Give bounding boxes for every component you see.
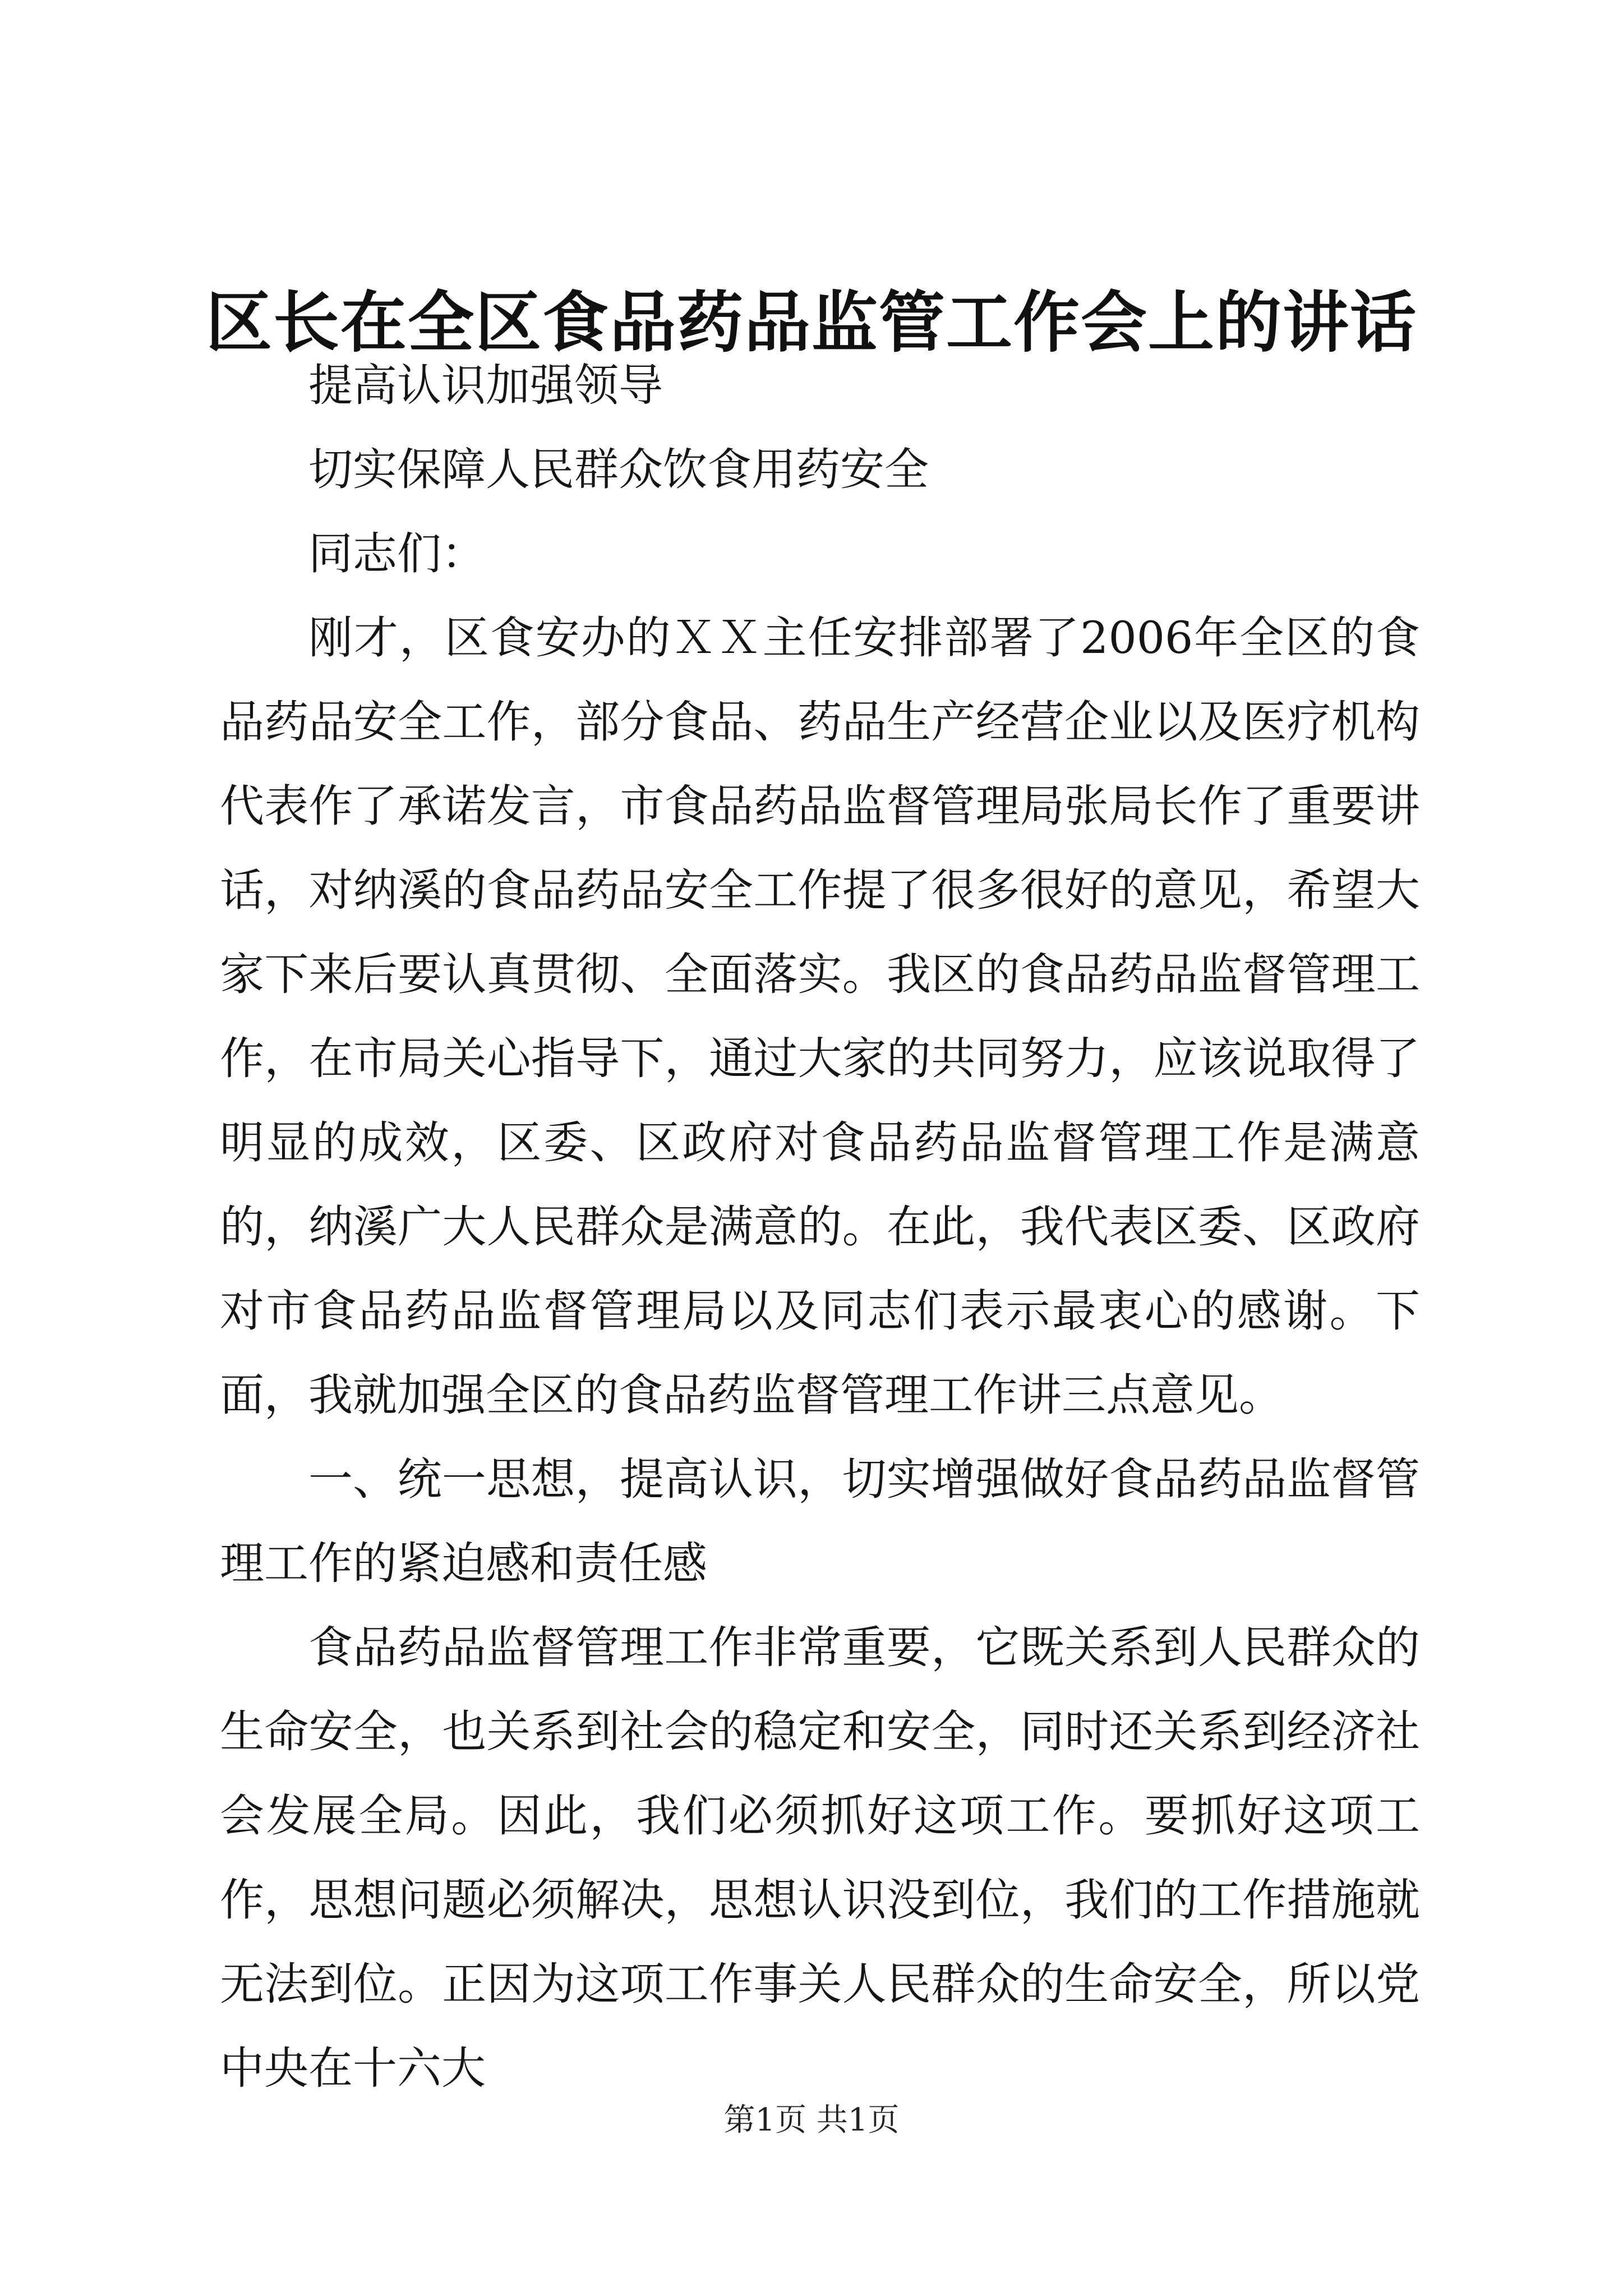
- salutation: 同志们：: [308, 528, 486, 579]
- body-paragraph-1: 刚才，区食安办的ＸＸ主任安排部署了2006年全区的食品药品安全工作，部分食品、药品生产经营企业以及医疗机构代表作了承诺发言，市食品药品监督管理局张局长作了重要讲话，对纳溪的食品药品安全工作提了很多很好的意见，希望大家下来后要认真贯彻、全面落实。我区的食品药品监督管理工作，在市局关心指导下，通过大家的共同努力，应该说取得了明显的成效，区委、区政府对食品药品监督管理工作是满意的，纳溪广大人民群众是满意的。在此，我代表区委、区政府对市食品药品监督管理局以及同志们表示最衷心的感谢。下面，我就加强全区的食品药监督管理工作讲三点意见。: [220, 612, 1420, 1421]
- subtitle-line-1: 提高认识加强领导: [308, 360, 663, 411]
- section-heading-1: 一、统一思想，提高认识，切实增强做好食品药品监督管理工作的紧迫感和责任感: [220, 1453, 1420, 1589]
- page-footer: 第1页 共1页: [723, 2102, 900, 2138]
- subtitle-line-2: 切实保障人民群众饮食用药安全: [308, 444, 929, 495]
- body-paragraph-2: 食品药品监督管理工作非常重要，它既关系到人民群众的生命安全，也关系到社会的稳定和安全，同时还关系到经济社会发展全局。因此，我们必须抓好这项工作。要抓好这项工作，思想问题必须解决，思想认识没到位，我们的工作措施就无法到位。正因为这项工作事关人民群众的生命安全，所以党中央在十六大: [220, 1622, 1420, 2094]
- document-body: [220, 343, 1420, 2110]
- document-title: 区长在全区食品药品监管工作会上的讲话: [205, 283, 1417, 361]
